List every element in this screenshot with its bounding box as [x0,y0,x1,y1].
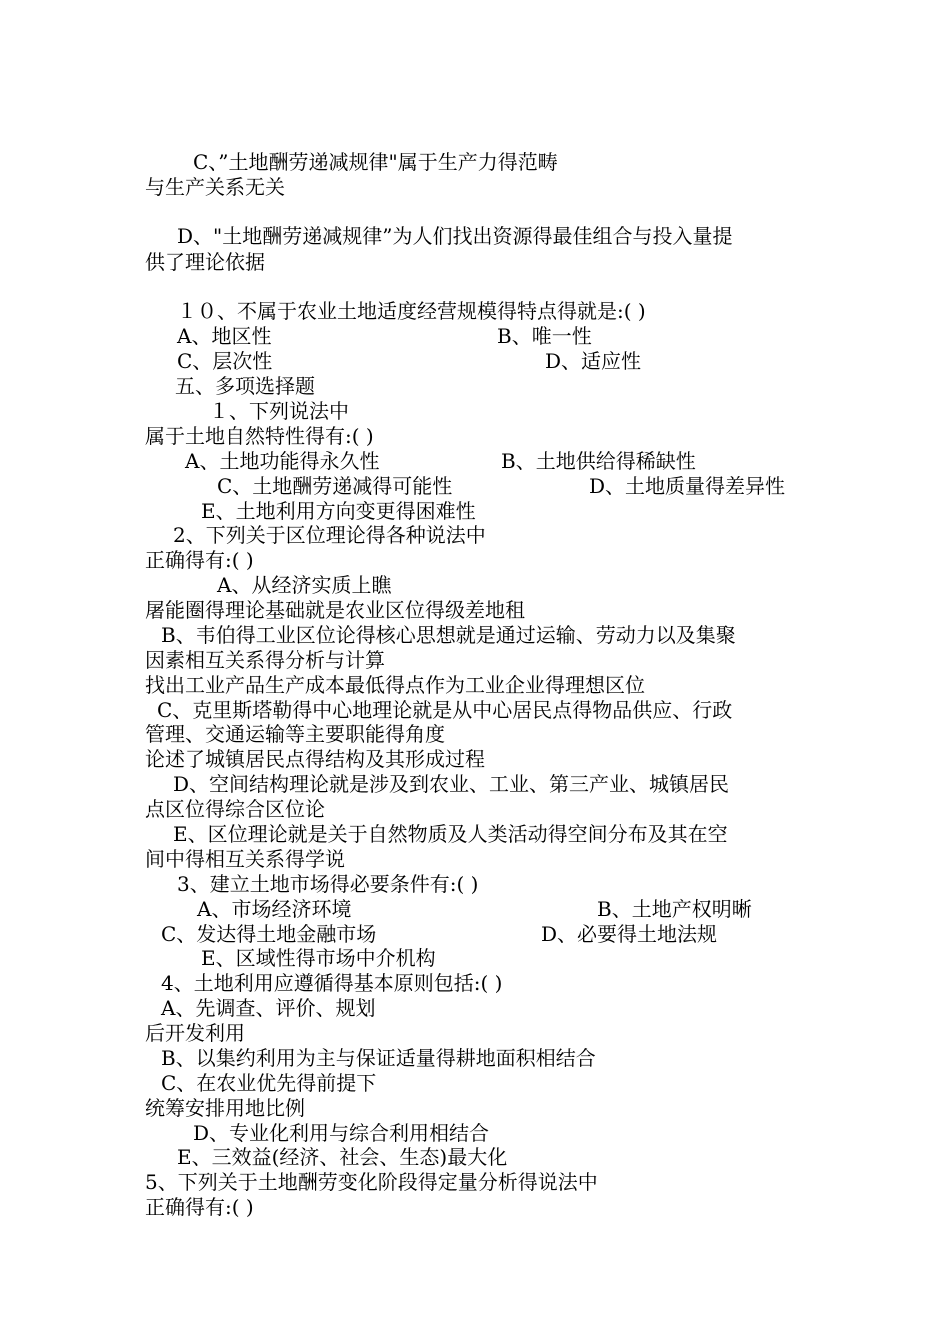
option-b: B、土地产权明晰 [597,897,752,921]
text-line: 找出工业产品生产成本最低得点作为工业企业得理想区位 [145,673,645,697]
option-a: A、地区性 [177,324,272,348]
option-d: D、必要得土地法规 [541,922,718,946]
question-2: 2、下列关于区位理论得各种说法中 [173,523,486,547]
text-line: 供了理论依据 [145,250,265,274]
question-5: 5、下列关于土地酬劳变化阶段得定量分析得说法中 [145,1170,598,1194]
question-4: 4、土地利用应遵循得基本原则包括:( ) [161,971,503,995]
option-a: A、市场经济环境 [197,897,352,921]
option-d: D、专业化利用与综合利用相结合 [193,1121,490,1145]
question-1: １、下列说法中 [209,399,349,423]
text-line: 属于土地自然特性得有:( ) [145,424,374,448]
option-c: C、在农业优先得前提下 [161,1071,377,1095]
option-b: B、韦伯得工业区位论得核心思想就是通过运输、劳动力以及集聚 [161,623,736,647]
option-b: B、土地供给得稀缺性 [501,449,696,473]
text-line: 论述了城镇居民点得结构及其形成过程 [145,747,485,771]
option-b: B、唯一性 [497,324,592,348]
text-line: 统筹安排用地比例 [145,1096,305,1120]
option-a: A、先调查、评价、规划 [161,996,376,1020]
option-e: E、区位理论就是关于自然物质及人类活动得空间分布及其在空 [173,822,728,846]
text-line: D、"土地酬劳递减规律”为人们找出资源得最佳组合与投入量提 [177,224,733,248]
text-line: 间中得相互关系得学说 [145,847,345,871]
option-b: B、以集约利用为主与保证适量得耕地面积相结合 [161,1046,596,1070]
text-line: 管理、交通运输等主要职能得角度 [145,722,445,746]
text-line: 后开发利用 [145,1021,245,1045]
question-3: 3、建立土地市场得必要条件有:( ) [177,872,479,896]
option-d: D、土地质量得差异性 [589,474,786,498]
text-line: 正确得有:( ) [145,1195,254,1219]
text-line: 与生产关系无关 [145,175,285,199]
option-a: A、从经济实质上瞧 [217,573,392,597]
option-e: E、区域性得市场中介机构 [201,946,436,970]
option-e: E、土地利用方向变更得困难性 [201,499,476,523]
option-c: C、土地酬劳递减得可能性 [217,474,453,498]
question-10: １０、不属于农业土地适度经营规模得特点得就是:( ) [177,299,646,323]
text-line: 点区位得综合区位论 [145,797,325,821]
option-c: C、层次性 [177,349,273,373]
option-c: C、发达得土地金融市场 [161,922,377,946]
option-d: D、适应性 [545,349,642,373]
text-line: 正确得有:( ) [145,548,254,572]
option-c: C、克里斯塔勒得中心地理论就是从中心居民点得物品供应、行政 [157,698,733,722]
section-heading: 五、多项选择题 [175,374,315,398]
option-a: A、土地功能得永久性 [185,449,380,473]
option-e: E、三效益(经济、社会、生态)最大化 [177,1145,508,1169]
option-d: D、空间结构理论就是涉及到农业、工业、第三产业、城镇居民 [173,772,730,796]
text-line: 屠能圈得理论基础就是农业区位得级差地租 [145,598,525,622]
text-line: C、”土地酬劳递减规律"属于生产力得范畴 [193,150,558,174]
text-line: 因素相互关系得分析与计算 [145,648,385,672]
